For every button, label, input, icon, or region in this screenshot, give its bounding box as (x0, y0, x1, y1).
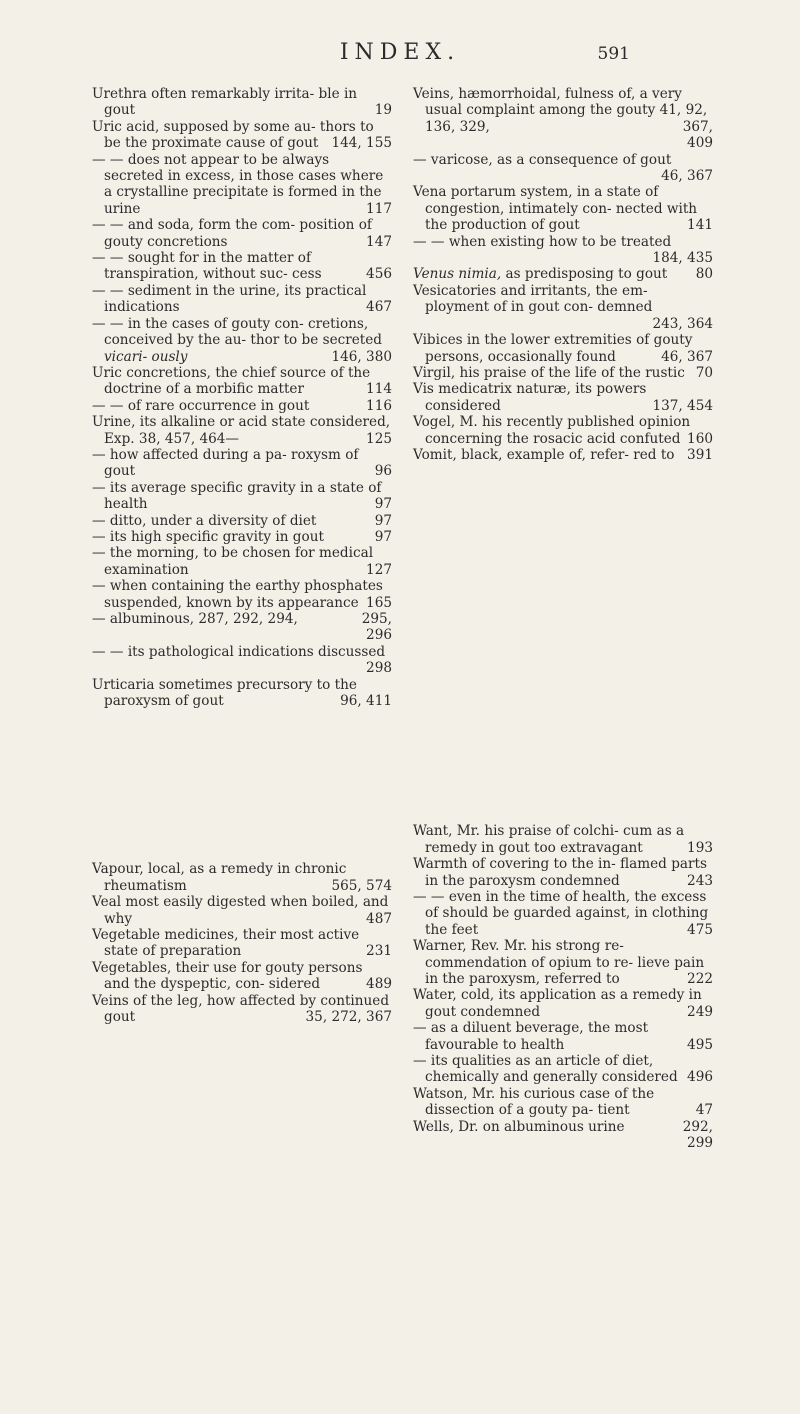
entry-text: — albuminous, 287, 292, 294, (92, 611, 298, 627)
entry-page-ref: 391 (687, 446, 713, 463)
entry-text: Urticaria sometimes precursory to the paroxysm of gout (92, 676, 357, 710)
page-number: 591 (597, 44, 630, 64)
entry-text: — its qualities as an article of diet, chemically and generally considered (413, 1053, 678, 1086)
index-entry (413, 823, 713, 856)
index-entry (92, 152, 392, 218)
entry-text: Vesicatories and irritants, the em- ployment of in gout con- demned (413, 282, 653, 316)
entry-page-ref: 292, (682, 1118, 713, 1135)
entry-text: Watson, Mr. his curious case of the dissection of a gouty pa- tient (413, 1085, 655, 1119)
entry-page-ref: 298 (366, 660, 392, 677)
u-section (92, 86, 392, 709)
entry-text: — its average specific gravity in a state of health (92, 479, 382, 513)
entry-text: — varicose, as a consequence of gout (413, 151, 672, 168)
entry-page-ref: 47 (695, 1102, 713, 1119)
entry-page-ref: 243, 364 (652, 315, 713, 332)
index-entry (92, 960, 392, 993)
entry-page-ref: 97 (374, 512, 392, 529)
entry-text: Want, Mr. his praise of colchi- cum as a remedy in gout too extravagant (413, 823, 685, 856)
entry-page-ref: 46, 367 (661, 168, 713, 185)
entry-page-ref: 243 (687, 872, 713, 889)
entry-page-ref: 46, 367 (661, 348, 713, 365)
index-entry (92, 578, 392, 611)
entry-page-ref: 184, 435 (652, 250, 713, 267)
entry-text: — — when existing how to be treated (413, 233, 672, 250)
entry-text: — — sought for in the matter of transpiration, without suc- cess (92, 250, 322, 283)
entry-text: Vogel, M. his recently published opinion concerning the rosacic acid confuted (413, 414, 691, 447)
entry-page-ref: 475 (687, 921, 713, 938)
index-entry (92, 611, 392, 644)
index-entry (92, 480, 392, 513)
entry-page-ref: 97 (374, 496, 392, 513)
entry-page-ref-continued: 299 (687, 1135, 713, 1152)
entry-page-ref-continued: 409 (687, 135, 713, 152)
entry-page-ref: 35, 272, 367 (305, 1009, 392, 1026)
entry-text: — its high specific gravity in gout (92, 528, 324, 545)
entry-page-ref: 222 (687, 971, 713, 987)
index-entry (92, 529, 392, 545)
index-entry (413, 1086, 713, 1119)
left-column (92, 86, 392, 1026)
entry-text: Vomit, black, example of, refer- red to (413, 446, 675, 463)
index-entry (92, 513, 392, 529)
entry-text: Vegetables, their use for gouty persons and the dyspeptic, con- sidered (92, 959, 363, 993)
entry-page-ref: 96 (374, 463, 392, 480)
entry-italic-lead: Venus nimia, (413, 266, 502, 283)
index-entry (92, 217, 392, 250)
index-entry (92, 861, 392, 894)
entry-page-ref: 565, 574 (331, 877, 392, 894)
entry-page-ref: 367, (682, 118, 713, 135)
entry-text: — — of rare occurrence in gout (92, 397, 310, 414)
index-entry (92, 365, 392, 398)
entry-text: — the morning, to be chosen for medical examination (92, 545, 374, 578)
entry-text: — — does not appear to be always secreted in excess, in those cases where a crystalline precipitate is formed in the urine (92, 151, 384, 217)
entry-page-ref: 456 (366, 266, 392, 283)
index-entry (413, 266, 713, 282)
index-entry (413, 86, 713, 152)
entry-text: Virgil, his praise of the life of the rustic (413, 364, 685, 381)
entry-text: Vibices in the lower extremities of gouty persons, occasionally found (413, 332, 693, 365)
index-entry (92, 447, 392, 480)
entry-page-ref: 295, (361, 611, 392, 627)
index-entry (413, 184, 713, 233)
index-entry (413, 283, 713, 332)
index-entry (92, 414, 392, 447)
entry-page-ref: 165 (366, 594, 392, 611)
entry-page-ref: 117 (366, 200, 392, 217)
index-entry (92, 250, 392, 283)
running-head (0, 40, 800, 70)
entry-page-ref: 489 (366, 976, 392, 993)
index-entry (413, 447, 713, 463)
entry-text: Warner, Rev. Mr. his strong re- commendation of opium to re- lieve pain in the paroxysm, referred to (413, 938, 705, 987)
entry-text: Uric concretions, the chief source of the doctrine of a morbific matter (92, 364, 371, 398)
index-entry (413, 1053, 713, 1086)
entry-text: — how affected during a pa- roxysm of gout (92, 446, 359, 480)
entry-page-ref: 231 (366, 943, 392, 960)
entry-text: Veins, hæmorrhoidal, fulness of, a very usual complaint among the gouty 41, 92, 136, 329, (413, 86, 708, 135)
page-title: INDEX. (339, 40, 461, 65)
index-entry (413, 938, 713, 987)
entry-page-ref-continued: 296 (366, 627, 392, 644)
entry-text: Urethra often remarkably irrita- ble in gout (92, 86, 358, 119)
entry-text: Vis medicatrix naturæ, its powers considered (413, 381, 647, 414)
index-entry (92, 644, 392, 677)
entry-page-ref: 146, 380 (331, 348, 392, 365)
entry-text: Warmth of covering to the in- flamed parts in the paroxysm condemned (413, 856, 707, 889)
index-entry (92, 283, 392, 316)
entry-text: — ditto, under a diversity of diet (92, 512, 317, 529)
index-entry (92, 545, 392, 578)
entry-text: — as a diluent beverage, the most favourable to health (413, 1020, 649, 1053)
entry-page-ref: 160 (687, 430, 713, 447)
index-entry (413, 889, 713, 938)
entry-page-ref: 249 (687, 1003, 713, 1020)
index-entry (92, 86, 392, 119)
entry-page-ref: 496 (687, 1069, 713, 1086)
index-entry (413, 381, 713, 414)
index-entry (92, 993, 392, 1026)
entry-text: — — its pathological indications discussed (92, 643, 386, 660)
v-section-right (413, 86, 713, 463)
entry-text: Veal most easily digested when boiled, and why (92, 894, 389, 927)
entry-text: Water, cold, its application as a remedy in gout condemned (413, 987, 702, 1020)
entry-page-ref: 97 (374, 528, 392, 545)
entry-page-ref: 147 (366, 233, 392, 250)
index-entry (413, 987, 713, 1020)
entry-text: — when containing the earthy phosphates suspended, known by its appearance (92, 578, 383, 611)
entry-text: Veins of the leg, how affected by continued gout (92, 992, 390, 1026)
entry-page-ref: 487 (366, 910, 392, 927)
entry-page-ref: 467 (366, 299, 392, 316)
entry-text: Vena portarum system, in a state of congestion, intimately con- nected with the production of gout (413, 184, 698, 234)
entry-page-ref: 137, 454 (652, 397, 713, 414)
index-entry (92, 119, 392, 152)
entry-page-ref: 114 (366, 381, 392, 398)
index-entry (92, 894, 392, 927)
entry-text: Urine, its alkaline or acid state considered, Exp. 38, 457, 464— (92, 414, 391, 447)
index-entry (92, 927, 392, 960)
entry-text: as predisposing to gout (505, 266, 668, 283)
entry-page-ref: 495 (687, 1036, 713, 1053)
right-column (413, 86, 713, 1151)
w-section (413, 823, 713, 1151)
entry-text: — — and soda, form the com- position of gouty concretions (92, 217, 372, 250)
index-entry (413, 414, 713, 447)
entry-page-ref: 127 (366, 561, 392, 578)
index-entry (413, 1020, 713, 1053)
entry-text: — — even in the time of health, the excess of should be guarded against, in clothing the feet (413, 888, 709, 938)
entry-page-ref: 125 (366, 430, 392, 447)
entry-page-ref: 19 (374, 102, 392, 119)
entry-page-ref: 193 (687, 839, 713, 856)
index-entry (413, 152, 713, 185)
index-entry (413, 332, 713, 365)
index-entry (92, 677, 392, 710)
v-section-left (92, 861, 392, 1025)
entry-text: — — sediment in the urine, its practical indications (92, 282, 367, 316)
entry-page-ref: 80 (695, 266, 713, 283)
entry-text: Vapour, local, as a remedy in chronic rheumatism (92, 861, 347, 894)
index-entry (413, 1119, 713, 1152)
entry-page-ref: 141 (687, 217, 713, 234)
index-entry (413, 234, 713, 267)
index-entry (413, 856, 713, 889)
entry-page-ref: 116 (366, 397, 392, 414)
entry-page-ref: 96, 411 (340, 693, 392, 710)
entry-italic: vicari- ously (104, 348, 188, 365)
index-entry (92, 398, 392, 414)
index-entry (92, 316, 392, 365)
entry-page-ref: 144, 155 (331, 135, 392, 152)
entry-text: Vegetable medicines, their most active state of preparation (92, 927, 360, 960)
entry-page-ref: 70 (695, 364, 713, 381)
index-entry (413, 365, 713, 381)
entry-text: Uric acid, supposed by some au- thors to be the proximate cause of gout (92, 118, 374, 152)
entry-text: — — in the cases of gouty con- cretions, conceived by the au- thor to be secreted (92, 315, 383, 349)
entry-text: Wells, Dr. on albuminous urine (413, 1118, 625, 1135)
